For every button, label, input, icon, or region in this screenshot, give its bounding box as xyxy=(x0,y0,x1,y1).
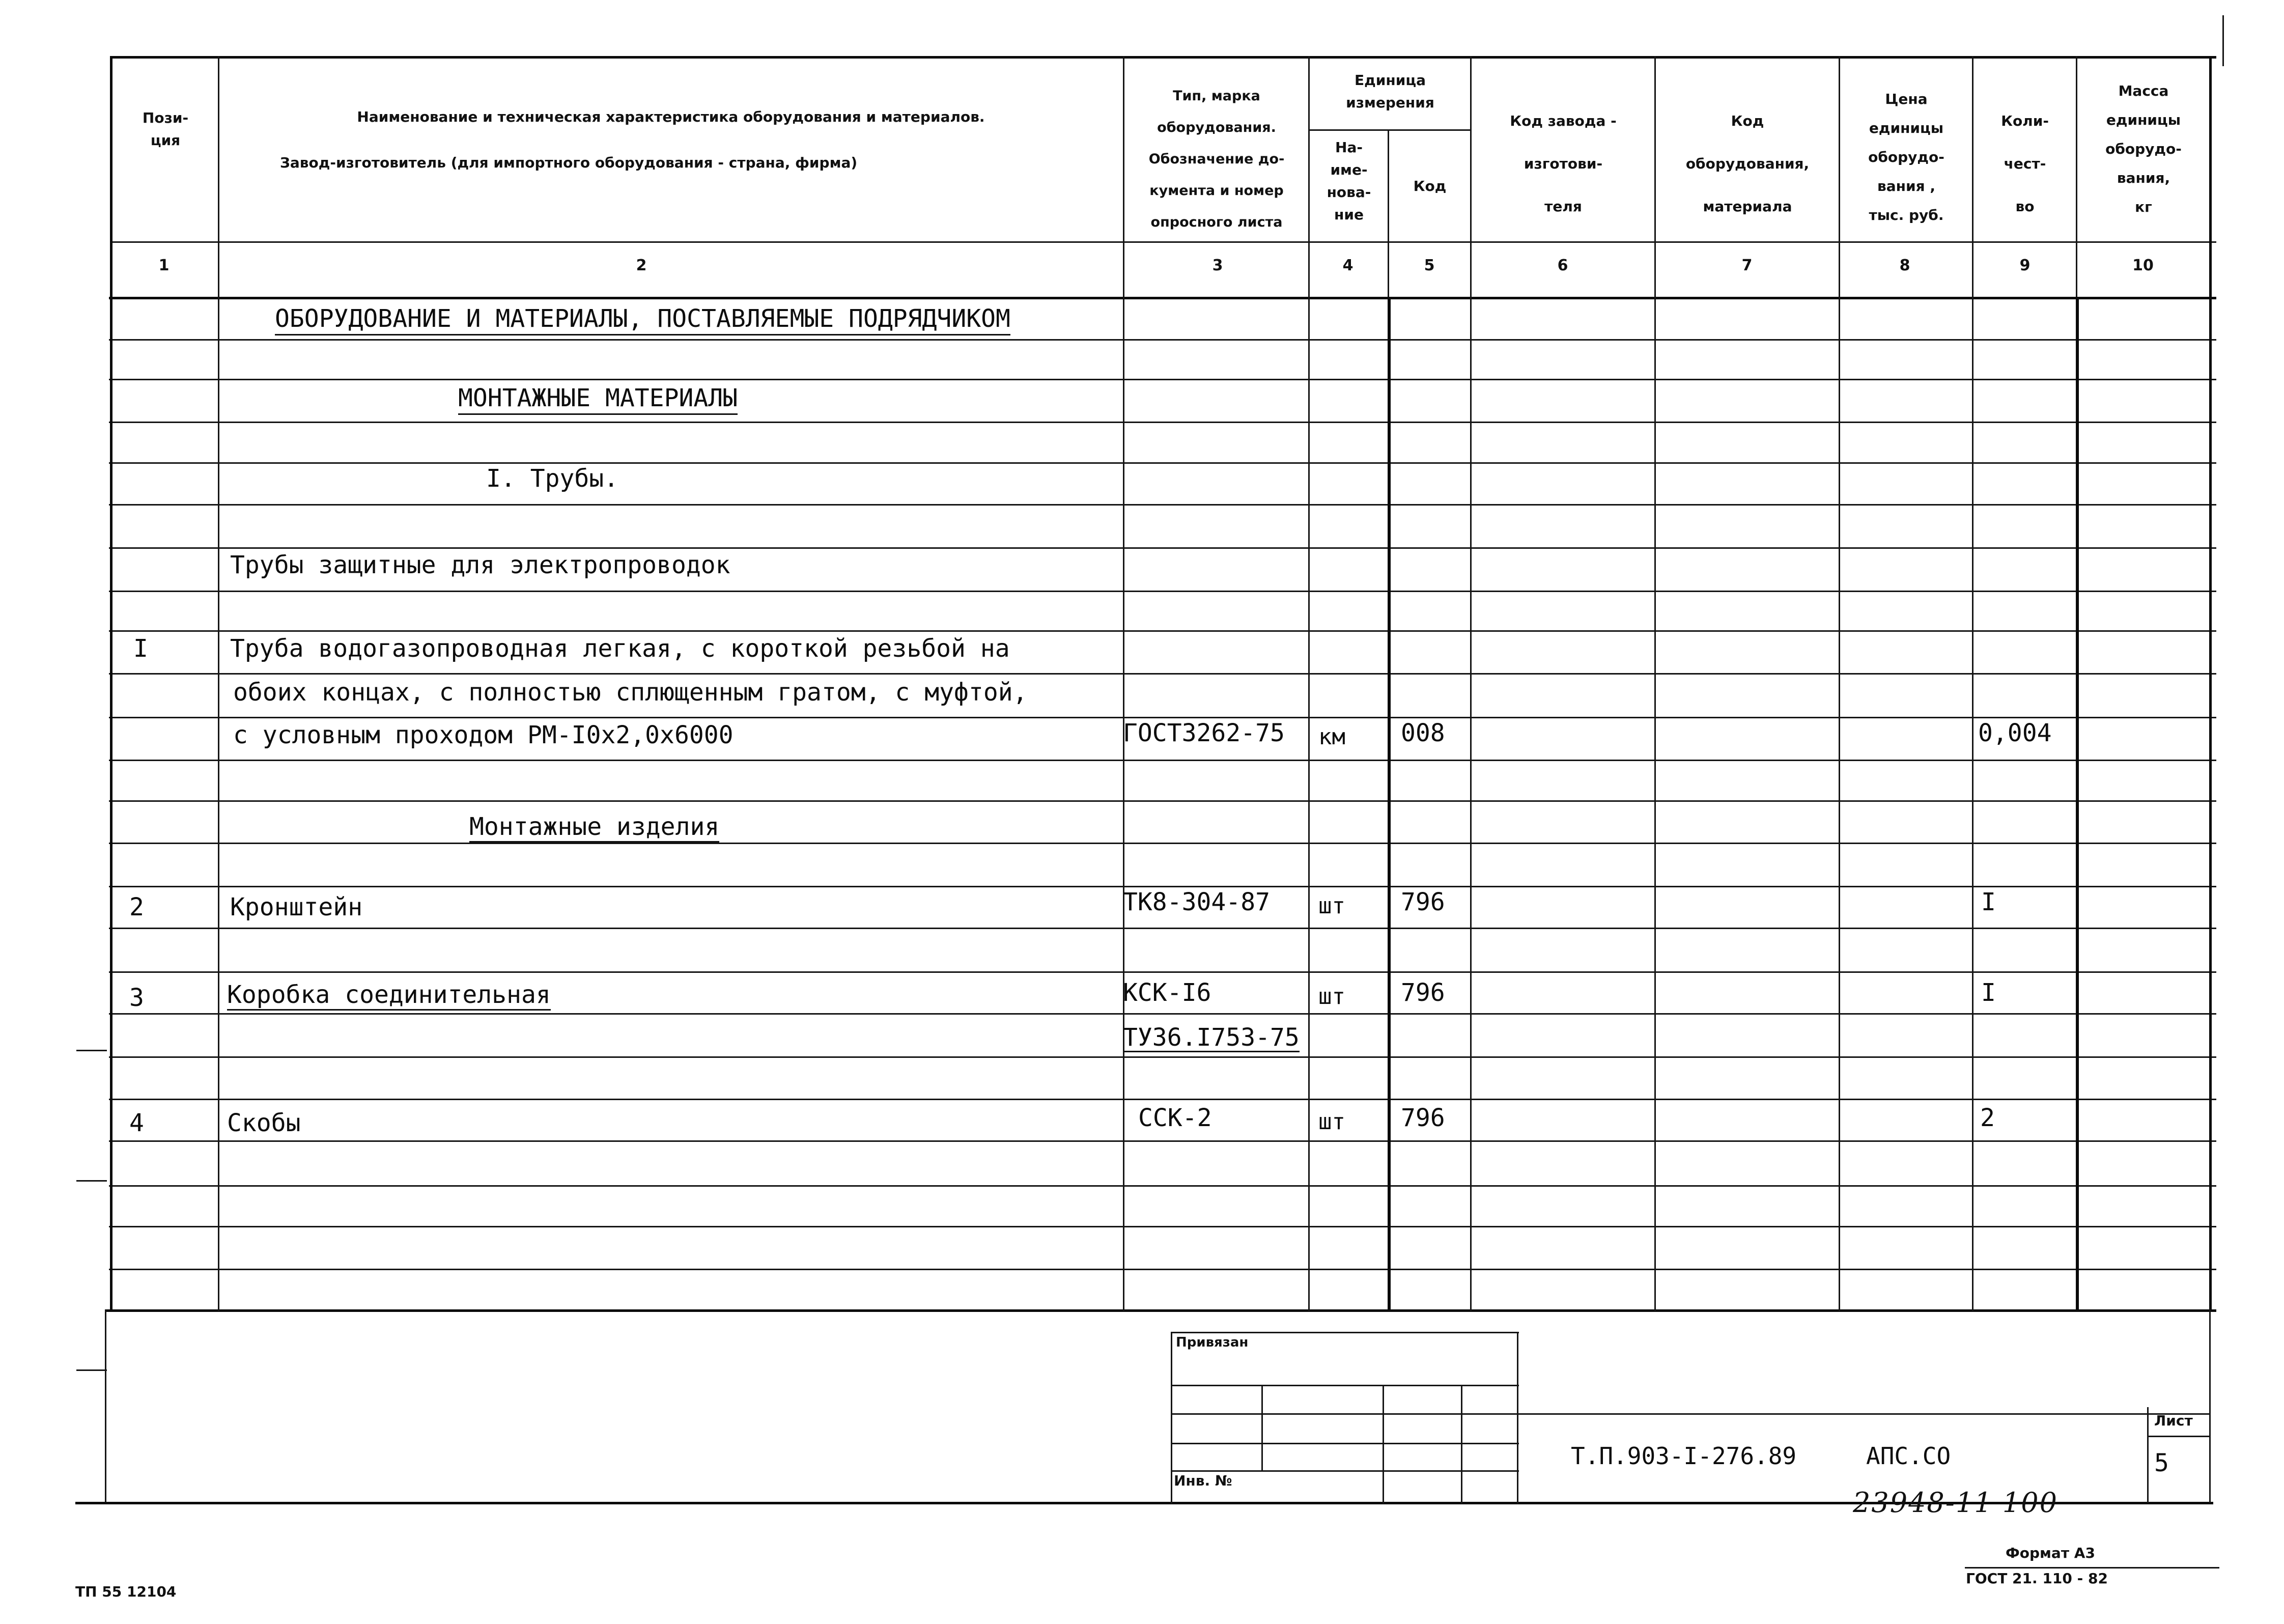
col-line xyxy=(1123,56,1124,1311)
col-line xyxy=(1839,56,1840,1311)
row-line xyxy=(109,928,2216,929)
handwritten-archive-number: 23948-11 100 xyxy=(1853,1487,2058,1519)
item-3-unit-code: 796 xyxy=(1401,978,1445,1007)
table-right-border xyxy=(2209,56,2212,1311)
document-code: Т.П.903-I-276.89 xyxy=(1571,1442,1797,1470)
frame-left xyxy=(105,1309,106,1503)
section-mounting-items: Монтажные изделия xyxy=(469,813,719,843)
header-name-line2: Завод-изготовитель (для импортного оборудования - страна, фирма) xyxy=(280,154,858,171)
stamp-inventory-label: Инв. № xyxy=(1174,1472,1232,1489)
item-4-quantity: 2 xyxy=(1980,1104,1995,1132)
row-line xyxy=(109,971,2216,973)
header-quantity: Коли- чест- во xyxy=(2001,113,2049,215)
colnum-2: 2 xyxy=(636,257,647,274)
colnum-7: 7 xyxy=(1741,257,1753,274)
scan-mark xyxy=(2222,15,2224,66)
item-2-type: ТК8-304-87 xyxy=(1123,888,1270,916)
item-4-name: Скобы xyxy=(227,1109,301,1137)
frame-right xyxy=(2209,1309,2211,1503)
header-mass: Масса единицы оборудо- вания, кг xyxy=(2105,82,2182,215)
section-mounting-materials: МОНТАЖНЫЕ МАТЕРИАЛЫ xyxy=(458,383,738,415)
margin-tick xyxy=(76,1050,107,1051)
stamp-line xyxy=(1171,1332,1519,1333)
gost-label: ГОСТ 21. 110 - 82 xyxy=(1966,1570,2108,1587)
stamp-line xyxy=(1171,1413,1519,1415)
item-1-unit-code: 008 xyxy=(1401,719,1445,747)
row-line xyxy=(109,379,2216,380)
stamp-attached-label: Привязан xyxy=(1176,1335,1249,1350)
row-line xyxy=(109,339,2216,341)
item-3-position: 3 xyxy=(129,984,144,1012)
header-manufacturer-code: Код завода - изготови- теля xyxy=(1510,113,1617,215)
col-line xyxy=(2076,56,2077,297)
stamp-line xyxy=(1171,1443,1519,1444)
item-4-type: ССК-2 xyxy=(1138,1104,1212,1132)
row-line xyxy=(109,1269,2216,1270)
stamp-line xyxy=(1171,1332,1172,1504)
stamp-line xyxy=(1517,1332,1518,1504)
item-4-unit: шт xyxy=(1318,1109,1345,1135)
tp-code: ТП 55 12104 xyxy=(75,1583,177,1600)
col-line xyxy=(1308,56,1310,1311)
format-label: Формат А3 xyxy=(2006,1545,2095,1561)
row-line xyxy=(109,760,2216,761)
row-line xyxy=(109,547,2216,549)
header-unit-code: Код xyxy=(1413,178,1447,194)
item-1-quantity: 0,004 xyxy=(1978,719,2052,747)
stamp-line xyxy=(1383,1385,1384,1504)
header-equipment-code: Код оборудования, материала xyxy=(1685,113,1810,215)
section-protective-pipes: Трубы защитные для электропроводок xyxy=(230,551,730,579)
colnum-8: 8 xyxy=(1899,257,1910,274)
colnum-10: 10 xyxy=(2132,257,2154,274)
table-top-border xyxy=(111,56,2216,59)
item-4-unit-code: 796 xyxy=(1401,1104,1445,1132)
margin-tick xyxy=(76,1180,107,1182)
item-2-name: Кронштейн xyxy=(230,893,363,921)
row-line xyxy=(109,630,2216,632)
col-line xyxy=(1654,56,1656,1311)
header-price: Цена единицы оборудо- вания , тыс. руб. xyxy=(1868,91,1944,223)
colnum-3: 3 xyxy=(1212,257,1223,274)
item-1-type: ГОСТ3262-75 xyxy=(1123,719,1285,747)
col-line xyxy=(218,56,219,1311)
colnum-5: 5 xyxy=(1424,257,1435,274)
item-1-position: I xyxy=(133,634,148,663)
row-line xyxy=(109,591,2216,592)
sheet-box-left xyxy=(2147,1407,2149,1503)
row-line xyxy=(109,1013,2216,1015)
stamp-line xyxy=(1171,1385,1519,1386)
header-bottom-line xyxy=(111,241,2216,243)
stamp-line xyxy=(1461,1385,1462,1504)
item-3-type: КСК-I6 xyxy=(1123,978,1211,1007)
header-position: Пози- ция xyxy=(142,109,189,149)
item-2-unit-code: 796 xyxy=(1401,888,1445,916)
stamp-line xyxy=(1517,1413,2210,1415)
colnum-4: 4 xyxy=(1342,257,1354,274)
item-1-unit: км xyxy=(1318,724,1345,750)
footer-rule xyxy=(1965,1567,2219,1569)
row-line xyxy=(109,422,2216,423)
item-3-unit: шт xyxy=(1318,984,1345,1010)
sheet-number: 5 xyxy=(2154,1449,2169,1477)
section-supplied-by-contractor: ОБОРУДОВАНИЕ И МАТЕРИАЛЫ, ПОСТАВЛЯЕМЫЕ ПОДРЯДЧИКОМ xyxy=(275,303,1010,335)
colnum-6: 6 xyxy=(1557,257,1568,274)
row-line xyxy=(109,1140,2216,1142)
colnum-1: 1 xyxy=(158,257,170,274)
header-unit-name: На- име- нова- ние xyxy=(1327,139,1371,223)
header-name-line1: Наименование и техническая характеристика оборудования и материалов. xyxy=(357,108,985,125)
stamp-line xyxy=(1261,1385,1263,1471)
row-line xyxy=(109,1185,2216,1187)
item-1-name-line3: с условным проходом PM-I0x2,0x6000 xyxy=(233,721,734,749)
sheet-box-divider xyxy=(2147,1436,2210,1437)
item-2-quantity: I xyxy=(1981,888,1996,916)
colnum-9: 9 xyxy=(2019,257,2031,274)
row-line xyxy=(109,504,2216,506)
col-line xyxy=(2076,297,2079,1311)
sheet-label: Лист xyxy=(2154,1412,2193,1429)
document-set: АПС.СО xyxy=(1866,1442,1951,1470)
col-line xyxy=(110,56,112,1311)
item-4-position: 4 xyxy=(129,1109,144,1137)
section-pipes: I. Трубы. xyxy=(486,464,619,493)
margin-tick xyxy=(76,1369,107,1371)
item-3-type-spec: ТУ36.I753-75 xyxy=(1123,1023,1300,1052)
item-2-position: 2 xyxy=(129,893,144,921)
stamp-line xyxy=(1171,1470,1519,1472)
colnum-bottom-line xyxy=(109,297,2216,299)
row-line xyxy=(109,1056,2216,1058)
item-3-name: Коробка соединительная xyxy=(227,981,551,1011)
item-3-quantity: I xyxy=(1981,978,1996,1007)
row-line xyxy=(109,673,2216,675)
header-type: Тип, марка оборудования. Обозначение до- кумента и номер опросного листа xyxy=(1148,88,1285,230)
header-unit: Единица измерения xyxy=(1346,72,1434,111)
row-line xyxy=(109,800,2216,802)
unit-split-line xyxy=(1308,129,1470,131)
row-line xyxy=(109,843,2216,844)
col-line xyxy=(1470,56,1472,1311)
item-1-name-line2: обоих концах, с полностью сплющенным гратом, с муфтой, xyxy=(233,678,1028,707)
item-2-unit: шт xyxy=(1318,893,1345,919)
row-line xyxy=(109,1226,2216,1227)
col-line xyxy=(1972,56,1973,1311)
row-line xyxy=(109,1099,2216,1100)
table-bottom-line xyxy=(105,1309,2216,1312)
col-line xyxy=(1388,297,1391,1311)
row-line xyxy=(109,462,2216,464)
item-1-name-line1: Труба водогазопроводная легкая, с короткой резьбой на xyxy=(230,634,1010,663)
